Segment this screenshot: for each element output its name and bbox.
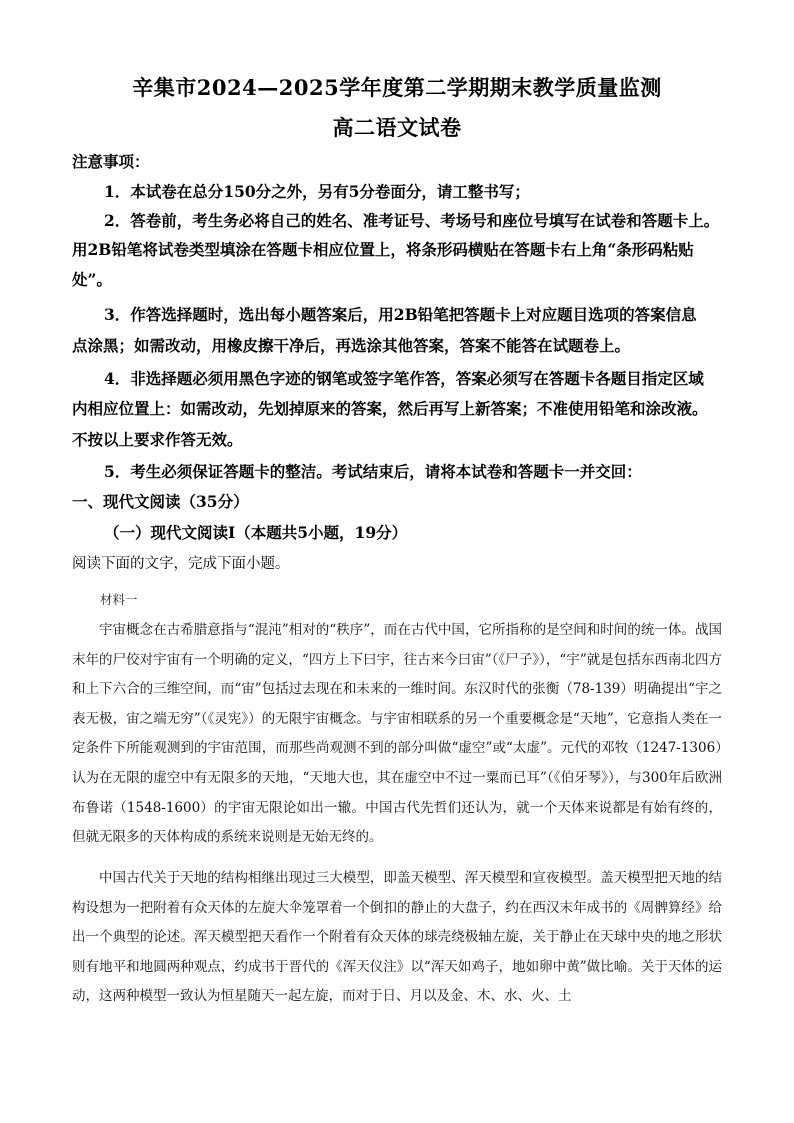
notice-item-4-line-3: 不按以上要求作答无效。 <box>72 430 243 449</box>
notice-heading: 注意事项： <box>72 152 150 171</box>
section-heading: 一、现代文阅读（35分） <box>72 492 249 511</box>
notice-item-2-line-3: 处”。 <box>72 270 112 289</box>
exam-subtitle: 高二语文试卷 <box>332 115 462 140</box>
notice-item-3-line-1: 3．作答选择题时，选出每小题答案后，用2B铅笔把答题卡上对应题目选项的答案信息 <box>104 305 697 324</box>
material-label: 材料一 <box>100 592 138 607</box>
notice-item-5: 5．考生必须保证答题卡的整洁。考试结束后，请将本试卷和答题卡一并交回： <box>104 462 642 481</box>
notice-item-2-line-1: 2．答卷前，考生务必将自己的姓名、准考证号、考场号和座位号填写在试卷和答题卡上。 <box>104 211 720 230</box>
passage-paragraph-2: 中国古代关于天地的结构相继出现过三大模型，即盖天模型、浑天模型和宣夜模型。盖天模型把天地的结构设想为一把附着有众天体的左旋大伞笼罩着一个倒扣的静止的大盘子，约在西汉末年成书的《周髀算经》给出一个典型的论述。浑天模型把天看作一个附着有众天体的球壳绕极轴左旋，关于静止在天球中央的地之形状则有地平和地圆两种观点，约成书于晋代的《浑天仪注》以“浑天如鸡子，地如卵中黄”做比喻。关于天体的运动，这两种模型一致认为恒星随天一起左旋，而对于日、月以及金、木、水、火、土 <box>72 870 722 1005</box>
section-subheading: （一）现代文阅读Ⅰ（本题共5小题，19分） <box>104 523 408 542</box>
notice-item-4-line-1: 4．非选择题必须用黑色字迹的钢笔或签字笔作答，答案必须写在答题卡各题目指定区域 <box>104 369 704 388</box>
passage-paragraph-1: 宇宙概念在古希腊意指与“混沌”相对的“秩序”，而在古代中国，它所指称的是空间和时间的统一体。战国末年的尸佼对宇宙有一个明确的定义，“四方上下曰宇，往古来今曰宙”（《尸子》），“宇”就是包括东西南北四方和上下六合的三维空间，而“宙”包括过去现在和未来的一维时间。东汉时代的张衡（78-139）明确提出“宇之表无极，宙之端无穷”（《灵宪》）的无限宇宙概念。与宇宙相联系的另一个重要概念是“天地”，它意指人类在一定条件下所能观测到的宇宙范围，而那些尚观测不到的部分叫做“虚空”或“太虚”。元代的邓牧（1247-1306）认为在无限的虚空中有无限多的天地，“天地大也，其在虚空中不过一粟而已耳”（《伯牙琴》），与300年后欧洲布鲁诺（1548-1600）的宇宙无限论如出一辙。中国古代先哲们还认为，就一个天体来说都是有始有终的，但就无限多的天体构成的系统来说则是无始无终的。 <box>72 622 722 846</box>
notice-item-4-line-2: 内相应位置上：如需改动，先划掉原来的答案，然后再写上新答案；不准使用铅笔和涂改液。 <box>72 399 708 418</box>
exam-title: 辛集市2024—2025学年度第二学期期末教学质量监测 <box>132 75 662 100</box>
notice-item-2-line-2: 用2B铅笔将试卷类型填涂在答题卡相应位置上，将条形码横贴在答题卡右上角“条形码粘贴 <box>72 240 694 259</box>
section-instruction: 阅读下面的文字，完成下面小题。 <box>72 556 290 572</box>
notice-item-3-line-2: 点涂黑；如需改动，用橡皮擦干净后，再选涂其他答案，答案不能答在试题卷上。 <box>72 336 631 355</box>
notice-item-1: 1．本试卷在总分150分之外，另有5分卷面分，请工整书写； <box>104 182 530 201</box>
